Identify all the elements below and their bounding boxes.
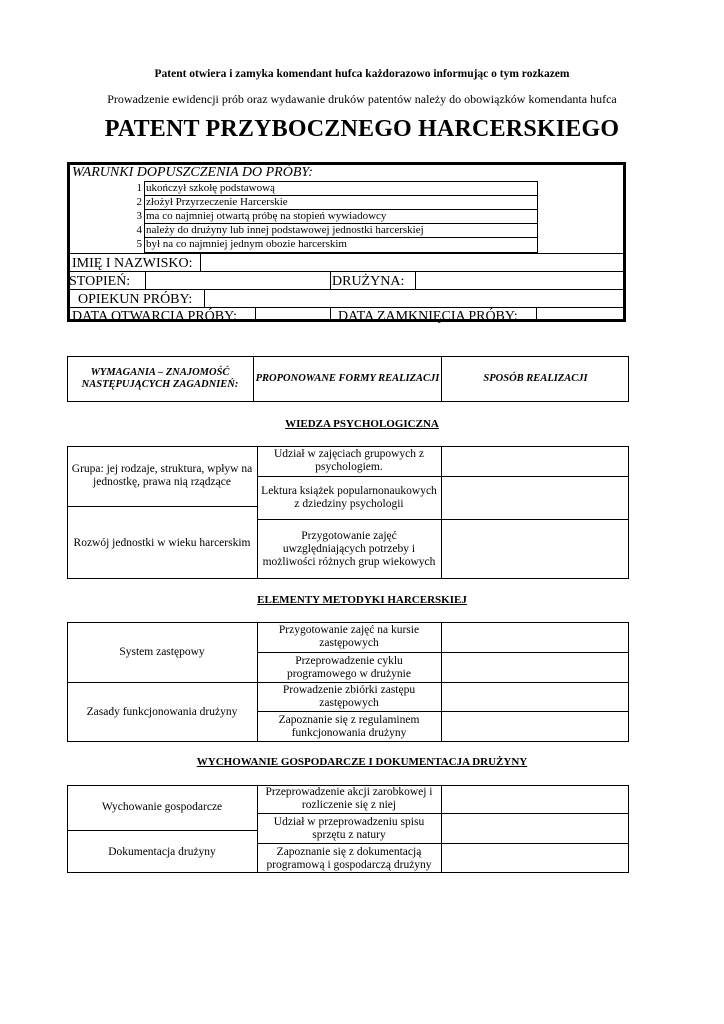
method-cell[interactable]	[442, 844, 628, 872]
method-cell[interactable]	[442, 477, 628, 518]
method-cell[interactable]	[442, 623, 628, 651]
condition-number: 4	[136, 224, 142, 236]
team-label: DRUŻYNA:	[332, 274, 405, 289]
requirement-cell: Dokumentacja drużyny	[108, 845, 216, 858]
method-cell[interactable]	[442, 814, 628, 842]
form-cell: Przeprowadzenie akcji zarobkowej i rozliczenie się z niej	[265, 786, 433, 811]
column-method: SPOSÓB REALIZACJI	[483, 373, 588, 384]
requirement-cell: Rozwój jednostki w wieku harcerskim	[73, 536, 251, 549]
mentor-label: OPIEKUN PRÓBY:	[78, 292, 193, 307]
condition-item: ukończył szkołę podstawową	[144, 181, 538, 196]
form-cell: Zapoznanie się z dokumentacją programową i gospodarczą drużyny	[266, 845, 432, 871]
section-title: ELEMENTY METODYKI HARCERSKIEJ	[257, 594, 467, 606]
conditions-title: WARUNKI DOPUSZCZENIA DO PRÓBY:	[72, 165, 313, 180]
close-date-field[interactable]	[537, 308, 625, 321]
column-requirements: WYMAGANIA – ZNAJOMOŚĆ NASTĘPUJĄCYCH ZAGADNIEŃ:	[81, 367, 239, 390]
team-field[interactable]	[416, 272, 625, 288]
condition-item: należy do drużyny lub innej podstawowej jednostki harcerskiej	[144, 223, 538, 238]
page-title: PATENT PRZYBOCZNEGO HARCERSKIEGO	[104, 116, 620, 142]
condition-number: 5	[136, 238, 142, 250]
rank-field[interactable]	[146, 272, 330, 288]
method-cell[interactable]	[442, 653, 628, 681]
info-line-1: Patent otwiera i zamyka komendant hufca każdorazowo informując o tym rozkazem	[154, 68, 570, 80]
condition-item: ma co najmniej otwartą próbę na stopień wywiadowcy	[144, 209, 538, 224]
column-forms: PROPONOWANE FORMY REALIZACJI	[255, 373, 440, 384]
condition-number: 1	[136, 182, 142, 194]
condition-item: był na co najmniej jednym obozie harcerskim	[144, 237, 538, 253]
method-cell[interactable]	[442, 786, 628, 812]
form-cell: Przygotowanie zajęć uwzględniających potrzeby i możliwości różnych grup wiekowych	[262, 530, 436, 568]
open-date-label: DATA OTWARCIA PRÓBY:	[72, 309, 237, 324]
form-cell: Udział w przeprowadzeniu spisu sprzętu z natury	[273, 815, 425, 841]
open-date-field[interactable]	[256, 308, 330, 321]
requirement-cell: Grupa: jej rodzaje, struktura, wpływ na jednostkę, prawa nią rządzące	[71, 463, 253, 488]
form-cell: Udział w zajęciach grupowych z psychologiem.	[273, 448, 425, 473]
name-label: IMIĘ I NAZWISKO:	[72, 256, 193, 271]
method-cell[interactable]	[442, 520, 628, 578]
requirement-cell: Wychowanie gospodarcze	[101, 801, 223, 813]
condition-number: 3	[136, 210, 142, 222]
requirement-cell: System zastępowy	[119, 645, 205, 658]
form-cell: Przeprowadzenie cyklu programowego w drużynie	[287, 654, 411, 680]
rank-label: STOPIEŃ:	[69, 274, 131, 289]
close-date-label: DATA ZAMKNIĘCIA PRÓBY:	[338, 309, 518, 324]
method-cell[interactable]	[442, 447, 628, 475]
section-title: WYCHOWANIE GOSPODARCZE I DOKUMENTACJA DRUŻYNY	[196, 756, 528, 768]
mentor-field[interactable]	[205, 290, 625, 306]
condition-item: złożył Przyrzeczenie Harcerskie	[144, 195, 538, 210]
form-cell: Lektura książek popularnonaukowych z dziedziny psychologii	[261, 485, 437, 510]
form-cell: Przygotowanie zajęć na kursie zastępowych	[278, 624, 420, 649]
name-field[interactable]	[201, 254, 625, 270]
condition-number: 2	[136, 196, 142, 208]
requirement-cell: Zasady funkcjonowania drużyny	[86, 706, 238, 718]
form-cell: Prowadzenie zbiórki zastępu zastępowych	[282, 684, 416, 709]
method-cell[interactable]	[442, 683, 628, 710]
section-title: WIEDZA PSYCHOLOGICZNA	[285, 418, 439, 430]
method-cell[interactable]	[442, 712, 628, 741]
info-line-2: Prowadzenie ewidencji prób oraz wydawanie druków patentów należy do obowiązków komendanta hufca	[107, 92, 617, 106]
form-cell: Zapoznanie się z regulaminem funkcjonowania drużyny	[278, 714, 420, 739]
